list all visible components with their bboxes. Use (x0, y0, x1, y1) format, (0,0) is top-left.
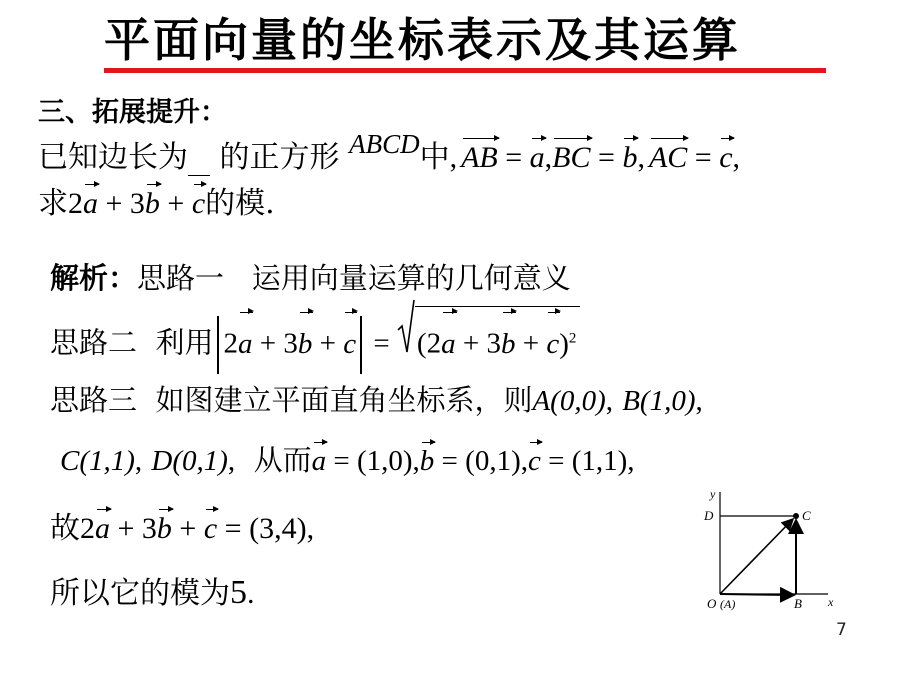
problem-line-1: 已知边长为 的正方形 ABCD中, AB = a,BC = b, AC = c, (38, 129, 741, 175)
label-d: D (704, 508, 714, 523)
idea-3-text: 如图建立平面直角坐标系，则 (155, 383, 533, 417)
vector-b: b (622, 141, 638, 174)
result-value: (3,4) (249, 512, 307, 545)
idea-2-text: 利用 (155, 325, 214, 360)
vector-b: b (501, 315, 516, 373)
sqrt-expression: $(2a + 3b + c)^2$ (397, 306, 580, 373)
problem-zhong: 中 (419, 140, 450, 175)
solution-label: 解析： (50, 261, 138, 295)
vector-c: c (343, 315, 356, 373)
vector-a-value: (1,0) (356, 445, 413, 477)
vector-a: a (238, 315, 253, 373)
vector-b: b (144, 187, 160, 220)
idea-2-line: 思路二 利用 2a + 3b + c = $(2a + 3b + c)^2$ (50, 306, 580, 374)
idea-3-label: 思路三 (50, 383, 138, 417)
vector-a: a (95, 512, 110, 545)
square-name: ABCD (349, 129, 420, 159)
vector-bc: BC (552, 141, 591, 174)
problem-text-prefix: 已知边长为 (38, 140, 188, 175)
vector-a: a (529, 141, 545, 174)
problem-suffix: 的模. (205, 186, 275, 221)
coordinate-diagram (690, 484, 850, 614)
vector-c: c (191, 187, 206, 220)
vector-c-value: (1,1) (571, 445, 628, 477)
vector-ac: AC (648, 141, 688, 174)
vector-a: a (311, 445, 327, 477)
problem-text-mid: 的正方形 (219, 140, 340, 175)
vector-b: b (156, 512, 172, 545)
blank-length (188, 155, 210, 176)
idea-1-text: 运用向量运算的几何意义 (251, 261, 571, 295)
label-b: B (794, 596, 802, 611)
result-line: 故2a + 3b + c = (3,4), (50, 511, 315, 546)
idea-2-label: 思路二 (50, 325, 138, 360)
vector-a: a (83, 187, 98, 220)
label-c: C (802, 508, 811, 523)
conclusion-line: 所以它的模为5. (50, 574, 255, 611)
page-title: 平面向量的坐标表示及其运算 (104, 13, 741, 67)
page-number: 7 (836, 620, 847, 640)
idea-3-line: 思路三 如图建立平面直角坐标系，则A(0,0), B(1,0), (50, 383, 703, 417)
point-c-coord: C(1,1) (60, 445, 135, 477)
vector-b: b (419, 445, 435, 477)
label-o: O (707, 596, 717, 611)
vector-c: c (527, 445, 541, 477)
vector-c: c (203, 512, 218, 545)
conclusion-text: 所以它的模为 (50, 576, 230, 611)
point-c-dot (793, 513, 799, 519)
vector-c: c (719, 141, 733, 174)
arrow-ab (720, 594, 794, 595)
idea-1-line (50, 256, 571, 297)
modulus-value: 5 (230, 574, 247, 611)
problem-line-2: 求2a + 3b + c的模. (38, 186, 275, 221)
vector-c: c (546, 315, 559, 373)
point-b-coord: B(1,0) (622, 385, 696, 417)
vector-a: a (441, 315, 456, 373)
vector-b: b (298, 315, 313, 373)
title-underline (104, 68, 826, 73)
vector-b-value: (0,1) (465, 445, 521, 477)
point-a-coord: A(0,0) (532, 385, 606, 417)
problem-ask: 求 (38, 186, 68, 221)
vector-ab: AB (461, 141, 498, 174)
label-a-paren: (A) (720, 597, 736, 611)
thus-label: 从而 (253, 443, 312, 477)
point-d-coord: D(0,1) (151, 445, 228, 477)
coordinates-line: C(1,1), D(0,1), 从而a = (1,0),b = (0,1),c = (1,1), (60, 443, 635, 477)
label-y: y (710, 487, 716, 501)
label-x: x (828, 595, 834, 609)
arrow-ac (720, 519, 793, 594)
gu-label: 故 (50, 511, 80, 546)
idea-1-label: 思路一 (137, 261, 225, 295)
section-heading: 三、拓展提升： (38, 97, 227, 128)
